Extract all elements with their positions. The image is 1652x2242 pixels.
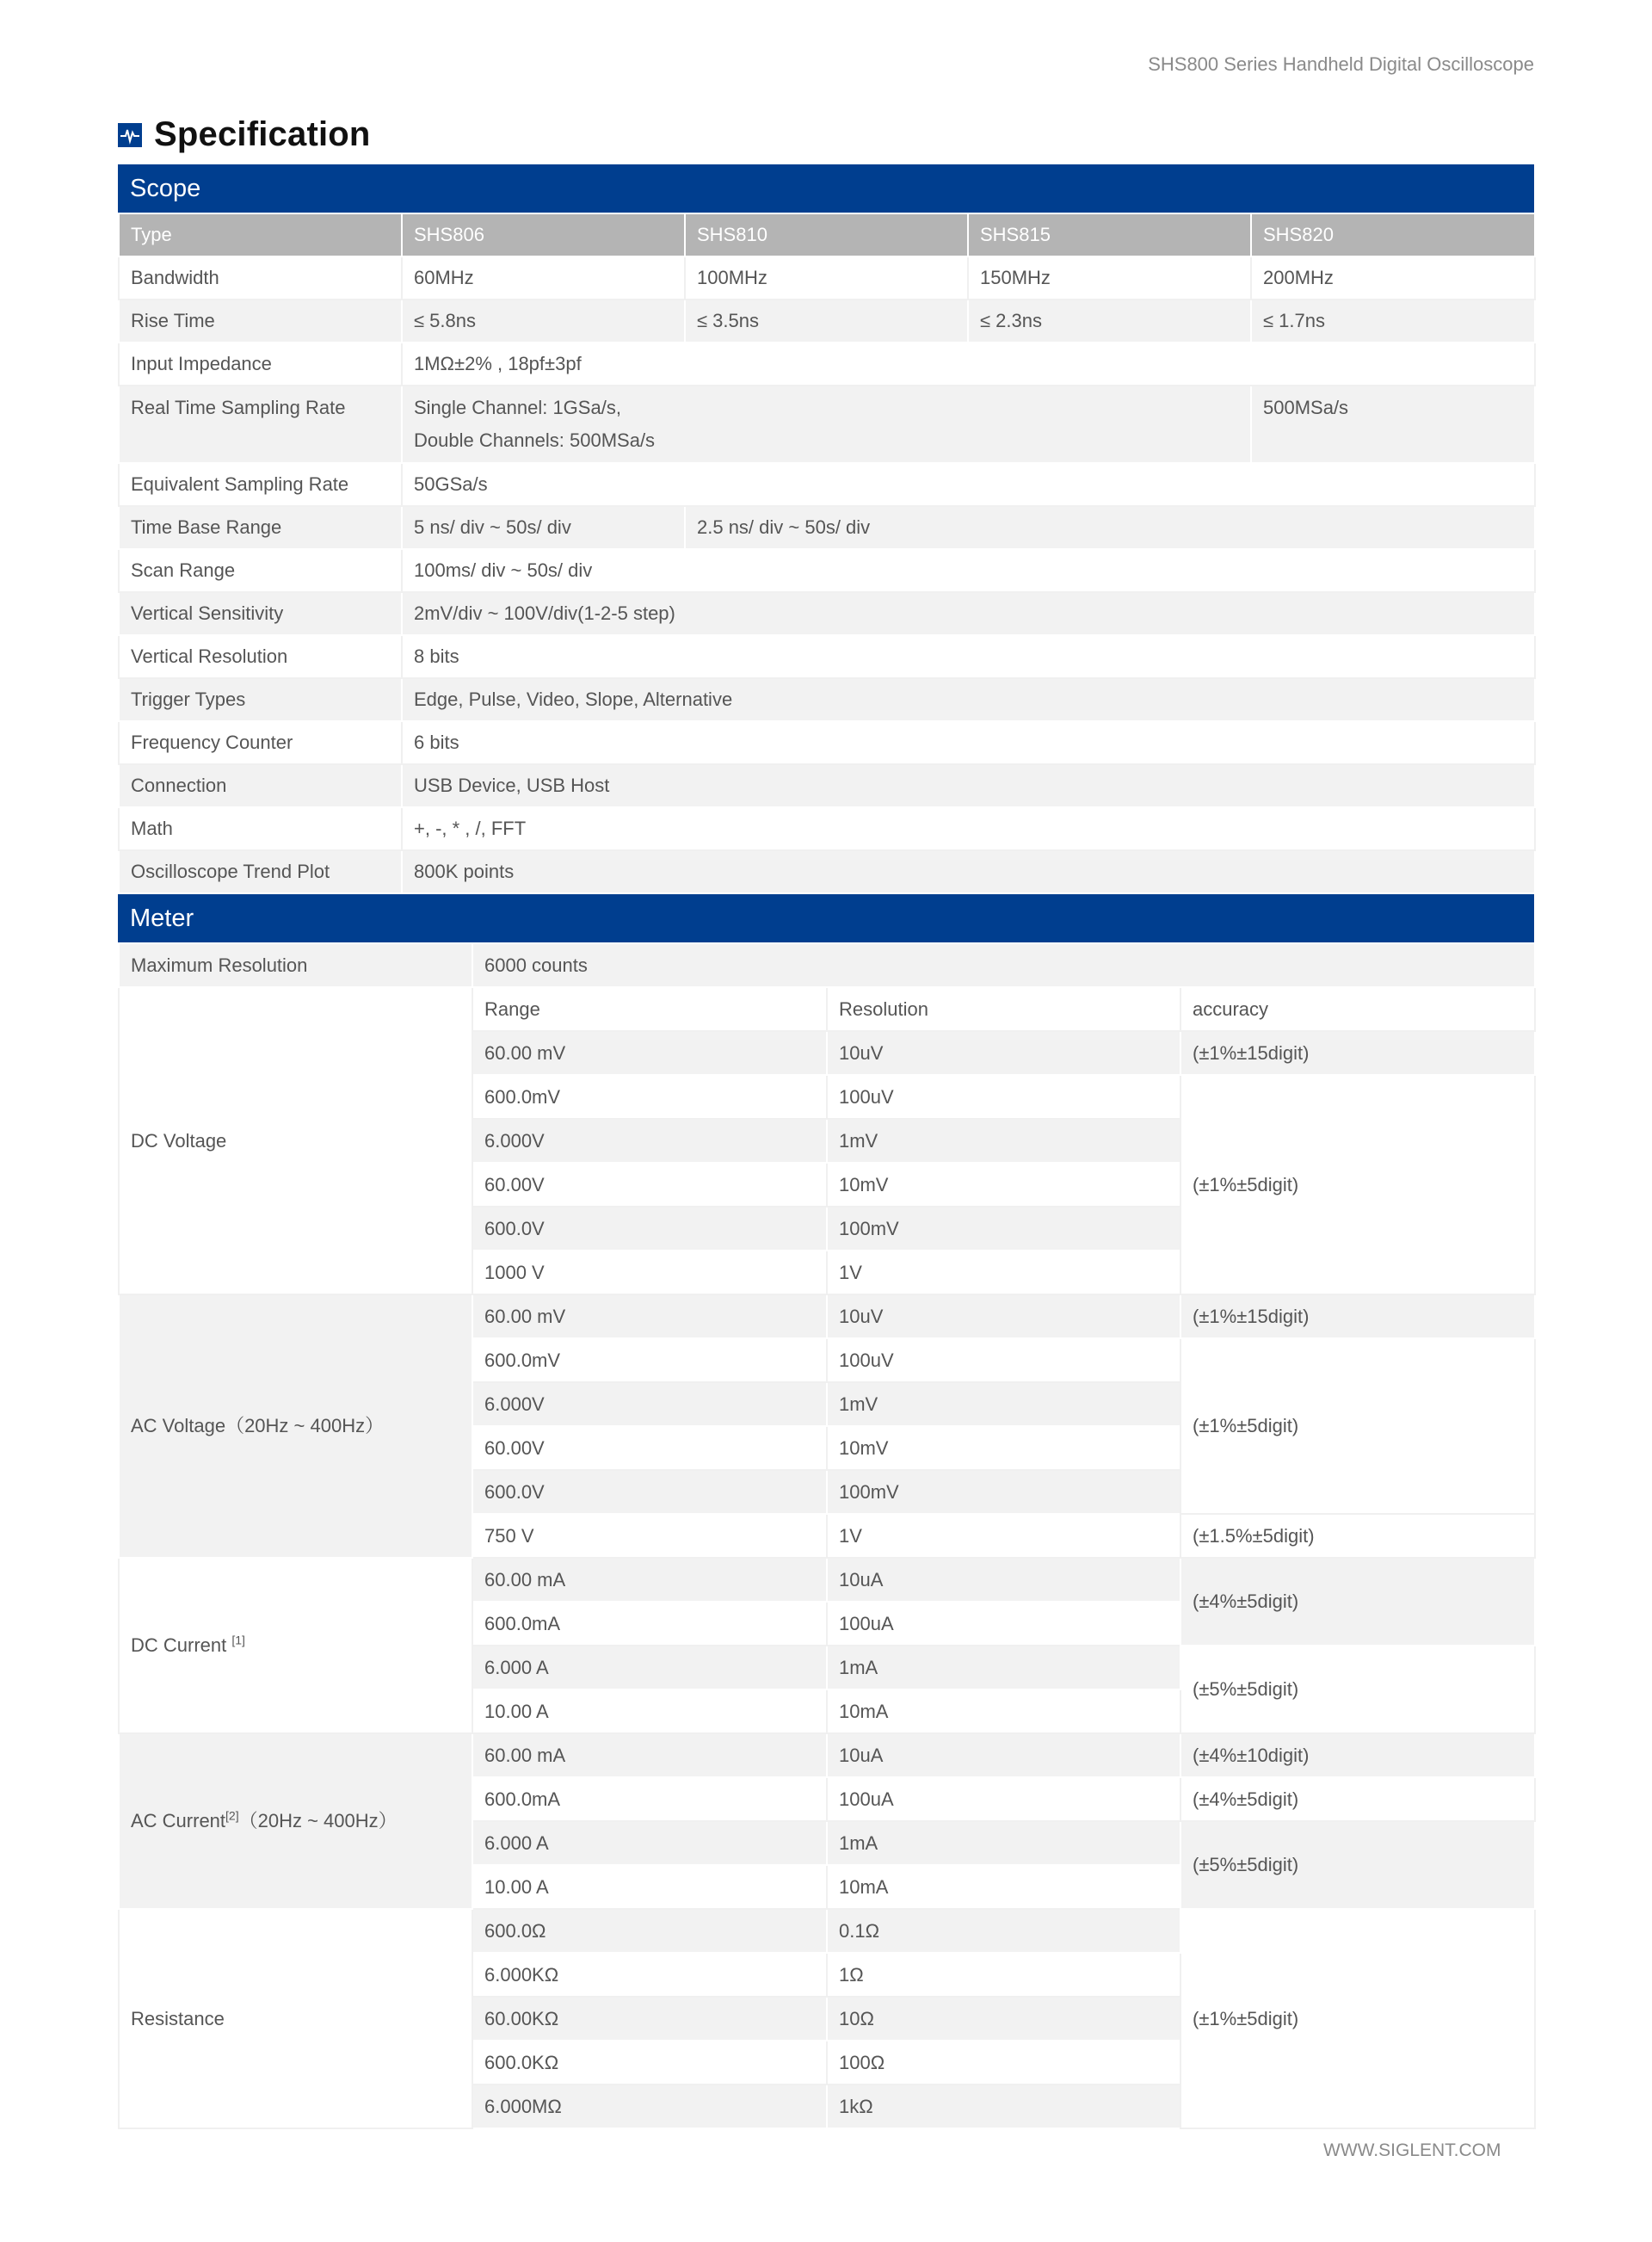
resolution-cell: 1mA [827,1821,1180,1865]
resolution-cell: 1V [827,1251,1180,1294]
spec-container [118,164,1534,2129]
waveform-icon [118,123,142,147]
spec-label: Oscilloscope Trend Plot [119,850,402,893]
column-header: Range [472,987,827,1031]
accuracy-cell: (±1%±5digit) [1180,1909,1535,2128]
accuracy-cell: (±5%±5digit) [1180,1821,1535,1909]
range-cell: 60.00KΩ [472,1997,827,2041]
table-row [119,256,1535,300]
spec-label: Real Time Sampling Rate [119,386,402,463]
resolution-cell: 100uA [827,1602,1180,1646]
range-cell: 600.0mA [472,1602,827,1646]
measurement-label: AC Voltage（20Hz ~ 400Hz） [119,1294,472,1558]
spec-label: Maximum Resolution [119,943,472,987]
table-row [119,943,1535,987]
table-row [119,213,1535,256]
range-cell: 6.000V [472,1382,827,1426]
range-cell: 60.00 mA [472,1733,827,1777]
measurement-label-text: AC Current [131,1810,226,1831]
resolution-cell: 100mV [827,1470,1180,1514]
spec-label: Vertical Sensitivity [119,592,402,635]
accuracy-cell: (±1%±5digit) [1180,1338,1535,1514]
table-row [119,807,1535,850]
scope-table [118,213,1536,894]
spec-value: USB Device, USB Host [402,764,1535,807]
spec-value: 200MHz [1251,256,1535,300]
spec-value: 8 bits [402,635,1535,678]
range-cell: 60.00 mV [472,1294,827,1338]
spec-value: 6 bits [402,721,1535,764]
table-row [119,300,1535,343]
resolution-cell: 10mV [827,1163,1180,1207]
resolution-cell: 100mV [827,1207,1180,1251]
range-cell: 60.00V [472,1426,827,1470]
range-cell: 10.00 A [472,1865,827,1909]
footnote-marker: [1] [231,1633,245,1647]
resolution-cell: 10mA [827,1689,1180,1733]
accuracy-cell: (±4%±5digit) [1180,1777,1535,1821]
meter-table [118,942,1536,2129]
spec-value: 60MHz [402,256,685,300]
resolution-cell: 1kΩ [827,2085,1180,2128]
table-row [119,1294,1535,1338]
table-row [119,343,1535,386]
meter-section-title: Meter [118,894,1534,942]
spec-label: Connection [119,764,402,807]
table-row [119,592,1535,635]
spec-label: Frequency Counter [119,721,402,764]
spec-label: Vertical Resolution [119,635,402,678]
measurement-label [119,1558,472,1733]
accuracy-cell: (±5%±5digit) [1180,1646,1535,1733]
page-title: Specification [154,115,371,153]
range-cell: 6.000 A [472,1821,827,1865]
range-cell: 60.00V [472,1163,827,1207]
table-row [119,1909,1535,1953]
spec-value: ≤ 5.8ns [402,300,685,343]
accuracy-cell: (±4%±5digit) [1180,1558,1535,1646]
range-cell: 600.0Ω [472,1909,827,1953]
table-header-cell: Type [119,213,402,256]
table-row [119,1558,1535,1602]
range-cell: 600.0mV [472,1338,827,1382]
range-cell: 1000 V [472,1251,827,1294]
range-cell: 600.0V [472,1207,827,1251]
table-row [119,1733,1535,1777]
column-header: Resolution [827,987,1180,1031]
spec-value: ≤ 3.5ns [685,300,968,343]
measurement-label: DC Voltage [119,987,472,1294]
resolution-cell: 100uV [827,1075,1180,1119]
range-cell: 600.0KΩ [472,2041,827,2085]
spec-value: 2mV/div ~ 100V/div(1-2-5 step) [402,592,1535,635]
spec-value: 100MHz [685,256,968,300]
spec-value: 800K points [402,850,1535,893]
spec-value-line: Single Channel: 1GSa/s, [414,397,621,418]
table-header-cell: SHS806 [402,213,685,256]
spec-value: 1MΩ±2% , 18pf±3pf [402,343,1535,386]
resolution-cell: 10uV [827,1031,1180,1075]
table-row [119,721,1535,764]
resolution-cell: 10uA [827,1558,1180,1602]
table-row [119,635,1535,678]
spec-label: Time Base Range [119,506,402,549]
spec-label: Math [119,807,402,850]
resolution-cell: 100Ω [827,2041,1180,2085]
spec-value: ≤ 2.3ns [968,300,1251,343]
spec-label: Scan Range [119,549,402,592]
measurement-label-text: DC Current [131,1634,227,1656]
range-cell: 600.0mV [472,1075,827,1119]
spec-value-line: Double Channels: 500MSa/s [414,429,656,451]
accuracy-cell: (±1%±15digit) [1180,1031,1535,1075]
column-header: accuracy [1180,987,1535,1031]
footnote-marker: [2] [225,1808,239,1823]
range-cell: 6.000V [472,1119,827,1163]
resolution-cell: 100uV [827,1338,1180,1382]
measurement-label [119,1733,472,1909]
document-header: SHS800 Series Handheld Digital Oscilloscope [1148,53,1534,75]
spec-value: ≤ 1.7ns [1251,300,1535,343]
table-row [119,549,1535,592]
spec-value: 5 ns/ div ~ 50s/ div [402,506,685,549]
range-cell: 600.0mA [472,1777,827,1821]
resolution-cell: 10mV [827,1426,1180,1470]
range-cell: 600.0V [472,1470,827,1514]
accuracy-cell: (±1%±5digit) [1180,1075,1535,1294]
scope-section-title: Scope [118,164,1534,213]
spec-value: 6000 counts [472,943,1535,987]
accuracy-cell: (±4%±10digit) [1180,1733,1535,1777]
table-row [119,850,1535,893]
spec-label: Equivalent Sampling Rate [119,463,402,506]
footer-website: WWW.SIGLENT.COM [1323,2140,1501,2160]
table-row [119,463,1535,506]
range-cell: 6.000MΩ [472,2085,827,2128]
spec-label: Trigger Types [119,678,402,721]
spec-label: Rise Time [119,300,402,343]
table-header-cell: SHS810 [685,213,968,256]
spec-value: 100ms/ div ~ 50s/ div [402,549,1535,592]
table-row [119,506,1535,549]
range-cell: 750 V [472,1514,827,1558]
resolution-cell: 100uA [827,1777,1180,1821]
accuracy-cell: (±1.5%±5digit) [1180,1514,1535,1558]
spec-value: +, -, * , /, FFT [402,807,1535,850]
resolution-cell: 10Ω [827,1997,1180,2041]
spec-value [402,386,1251,463]
measurement-label-suffix: （20Hz ~ 400Hz） [238,1810,398,1831]
table-row [119,386,1535,463]
resolution-cell: 1Ω [827,1953,1180,1997]
table-row [119,764,1535,807]
range-cell: 60.00 mV [472,1031,827,1075]
resolution-cell: 10mA [827,1865,1180,1909]
range-cell: 60.00 mA [472,1558,827,1602]
page-title-row [118,115,371,154]
accuracy-cell: (±1%±15digit) [1180,1294,1535,1338]
table-header-cell: SHS820 [1251,213,1535,256]
table-header-cell: SHS815 [968,213,1251,256]
spec-value: 50GSa/s [402,463,1535,506]
spec-value: 2.5 ns/ div ~ 50s/ div [685,506,1535,549]
resolution-cell: 1mV [827,1382,1180,1426]
spec-label: Input Impedance [119,343,402,386]
resolution-cell: 0.1Ω [827,1909,1180,1953]
spec-value: Edge, Pulse, Video, Slope, Alternative [402,678,1535,721]
measurement-label: Resistance [119,1909,472,2128]
spec-value: 150MHz [968,256,1251,300]
resolution-cell: 1mA [827,1646,1180,1689]
spec-label: Bandwidth [119,256,402,300]
resolution-cell: 1mV [827,1119,1180,1163]
resolution-cell: 10uA [827,1733,1180,1777]
spec-value: 500MSa/s [1251,386,1535,463]
range-cell: 6.000 A [472,1646,827,1689]
range-cell: 10.00 A [472,1689,827,1733]
range-cell: 6.000KΩ [472,1953,827,1997]
resolution-cell: 1V [827,1514,1180,1558]
table-row [119,987,1535,1031]
table-row [119,678,1535,721]
resolution-cell: 10uV [827,1294,1180,1338]
